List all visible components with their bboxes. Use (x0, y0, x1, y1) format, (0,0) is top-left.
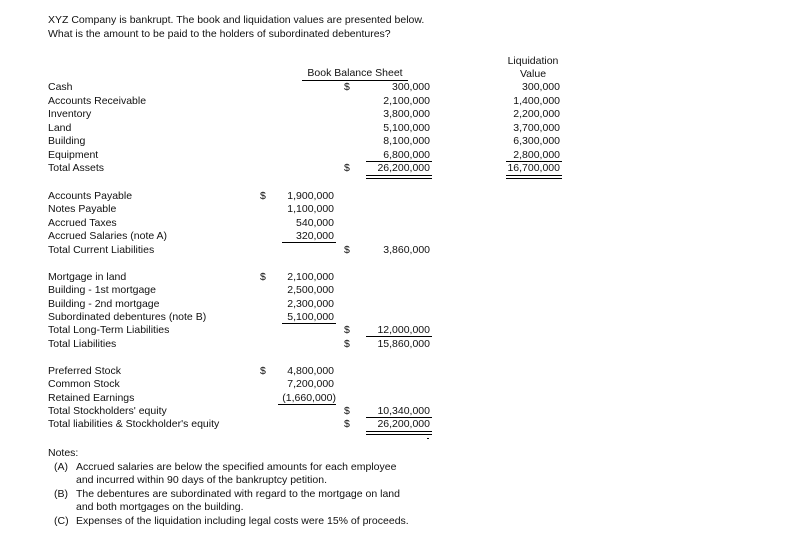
total-liabilities-amount: 15,860,000 (377, 338, 430, 350)
asset-label: Building (48, 135, 86, 147)
liability-amount: 540,000 (296, 217, 334, 229)
asset-label: Inventory (48, 108, 92, 120)
asset-liquidation-value: 2,800,000 (513, 149, 560, 161)
liability-label: Notes Payable (48, 203, 117, 215)
liability-amount: 2,500,000 (287, 284, 334, 296)
note-c-line-1: Expenses of the liquidation including legal costs were 15% of proceeds. (76, 515, 409, 527)
asset-book-value: 3,800,000 (383, 108, 430, 120)
subtotal-rule (366, 336, 432, 337)
total-liabilities-label: Total Liabilities (48, 338, 117, 350)
question-line-2: What is the amount to be paid to the holders of subordinated debentures? (48, 28, 391, 40)
dollar-sign: $ (344, 324, 350, 336)
total-stockholders-equity-label: Total Stockholders' equity (48, 405, 167, 417)
dollar-sign: $ (260, 271, 266, 283)
asset-label: Accounts Receivable (48, 95, 147, 107)
liability-amount: 1,100,000 (287, 203, 334, 215)
note-a-line-2: and incurred within 90 days of the bankruptcy petition. (76, 474, 327, 486)
liability-label: Accrued Taxes (48, 217, 117, 229)
subtotal-rule (278, 404, 336, 405)
liability-label: Accounts Payable (48, 190, 133, 202)
liability-label: Subordinated debentures (note B) (48, 311, 207, 323)
asset-label: Land (48, 122, 72, 134)
dollar-sign: $ (344, 418, 350, 430)
asset-book-value: 2,100,000 (383, 95, 430, 107)
liability-amount: 2,300,000 (287, 298, 334, 310)
liquidation-header-line-2: Value (519, 68, 547, 80)
grand-total-amount: 26,200,000 (377, 418, 430, 430)
asset-liquidation-value: 1,400,000 (513, 95, 560, 107)
liability-label: Mortgage in land (48, 271, 127, 283)
dollar-sign: $ (344, 81, 350, 93)
asset-book-value: 8,100,000 (383, 135, 430, 147)
equity-amount: 7,200,000 (287, 378, 334, 390)
book-balance-header: Book Balance Sheet (302, 67, 408, 81)
equity-label: Common Stock (48, 378, 120, 390)
subtotal-rule (282, 323, 336, 324)
total-double-rule (506, 175, 562, 179)
asset-book-value: 5,100,000 (383, 122, 430, 134)
note-b-tag: (B) (54, 488, 68, 500)
total-double-rule (366, 175, 432, 179)
note-b-line-2: and both mortgages on the building. (76, 501, 244, 513)
total-assets-liquidation-value: 16,700,000 (507, 162, 560, 174)
dollar-sign: $ (260, 190, 266, 202)
liquidation-header-line-1: Liquidation (507, 55, 559, 67)
stray-mark (427, 438, 429, 439)
asset-liquidation-value: 3,700,000 (513, 122, 560, 134)
liability-label: Building - 1st mortgage (48, 284, 156, 296)
equity-amount: (1,660,000) (282, 392, 336, 404)
asset-liquidation-value: 2,200,000 (513, 108, 560, 120)
asset-label: Cash (48, 81, 73, 93)
liability-label: Accrued Salaries (note A) (48, 230, 168, 242)
total-stockholders-equity-amount: 10,340,000 (377, 405, 430, 417)
notes-title: Notes: (48, 447, 79, 459)
total-long-term-liabilities-amount: 12,000,000 (377, 324, 430, 336)
total-long-term-liabilities-label: Total Long-Term Liabilities (48, 324, 170, 336)
asset-label: Equipment (48, 149, 99, 161)
total-double-rule (366, 431, 432, 435)
total-assets-label: Total Assets (48, 162, 105, 174)
liability-label: Building - 2nd mortgage (48, 298, 160, 310)
question-line-1: XYZ Company is bankrupt. The book and liquidation values are presented below. (48, 14, 425, 26)
liability-amount: 2,100,000 (287, 271, 334, 283)
total-assets-book-value: 26,200,000 (377, 162, 430, 174)
dollar-sign: $ (344, 162, 350, 174)
note-a-tag: (A) (54, 461, 68, 473)
dollar-sign: $ (344, 244, 350, 256)
liability-amount: 320,000 (296, 230, 334, 242)
dollar-sign: $ (344, 338, 350, 350)
note-b-line-1: The debentures are subordinated with regard to the mortgage on land (76, 488, 400, 500)
asset-liquidation-value: 300,000 (522, 81, 560, 93)
equity-label: Retained Earnings (48, 392, 135, 404)
total-current-liabilities-label: Total Current Liabilities (48, 244, 155, 256)
asset-liquidation-value: 6,300,000 (513, 135, 560, 147)
dollar-sign: $ (344, 405, 350, 417)
equity-label: Preferred Stock (48, 365, 121, 377)
total-current-liabilities-amount: 3,860,000 (383, 244, 430, 256)
note-a-line-1: Accrued salaries are below the specified amounts for each employee (76, 461, 397, 473)
subtotal-rule (282, 242, 336, 243)
note-c-tag: (C) (54, 515, 69, 527)
liability-amount: 1,900,000 (287, 190, 334, 202)
liability-amount: 5,100,000 (287, 311, 334, 323)
grand-total-label: Total liabilities & Stockholder's equity (48, 418, 220, 430)
equity-amount: 4,800,000 (287, 365, 334, 377)
asset-book-value: 6,800,000 (383, 149, 430, 161)
asset-book-value: 300,000 (392, 81, 430, 93)
dollar-sign: $ (260, 365, 266, 377)
